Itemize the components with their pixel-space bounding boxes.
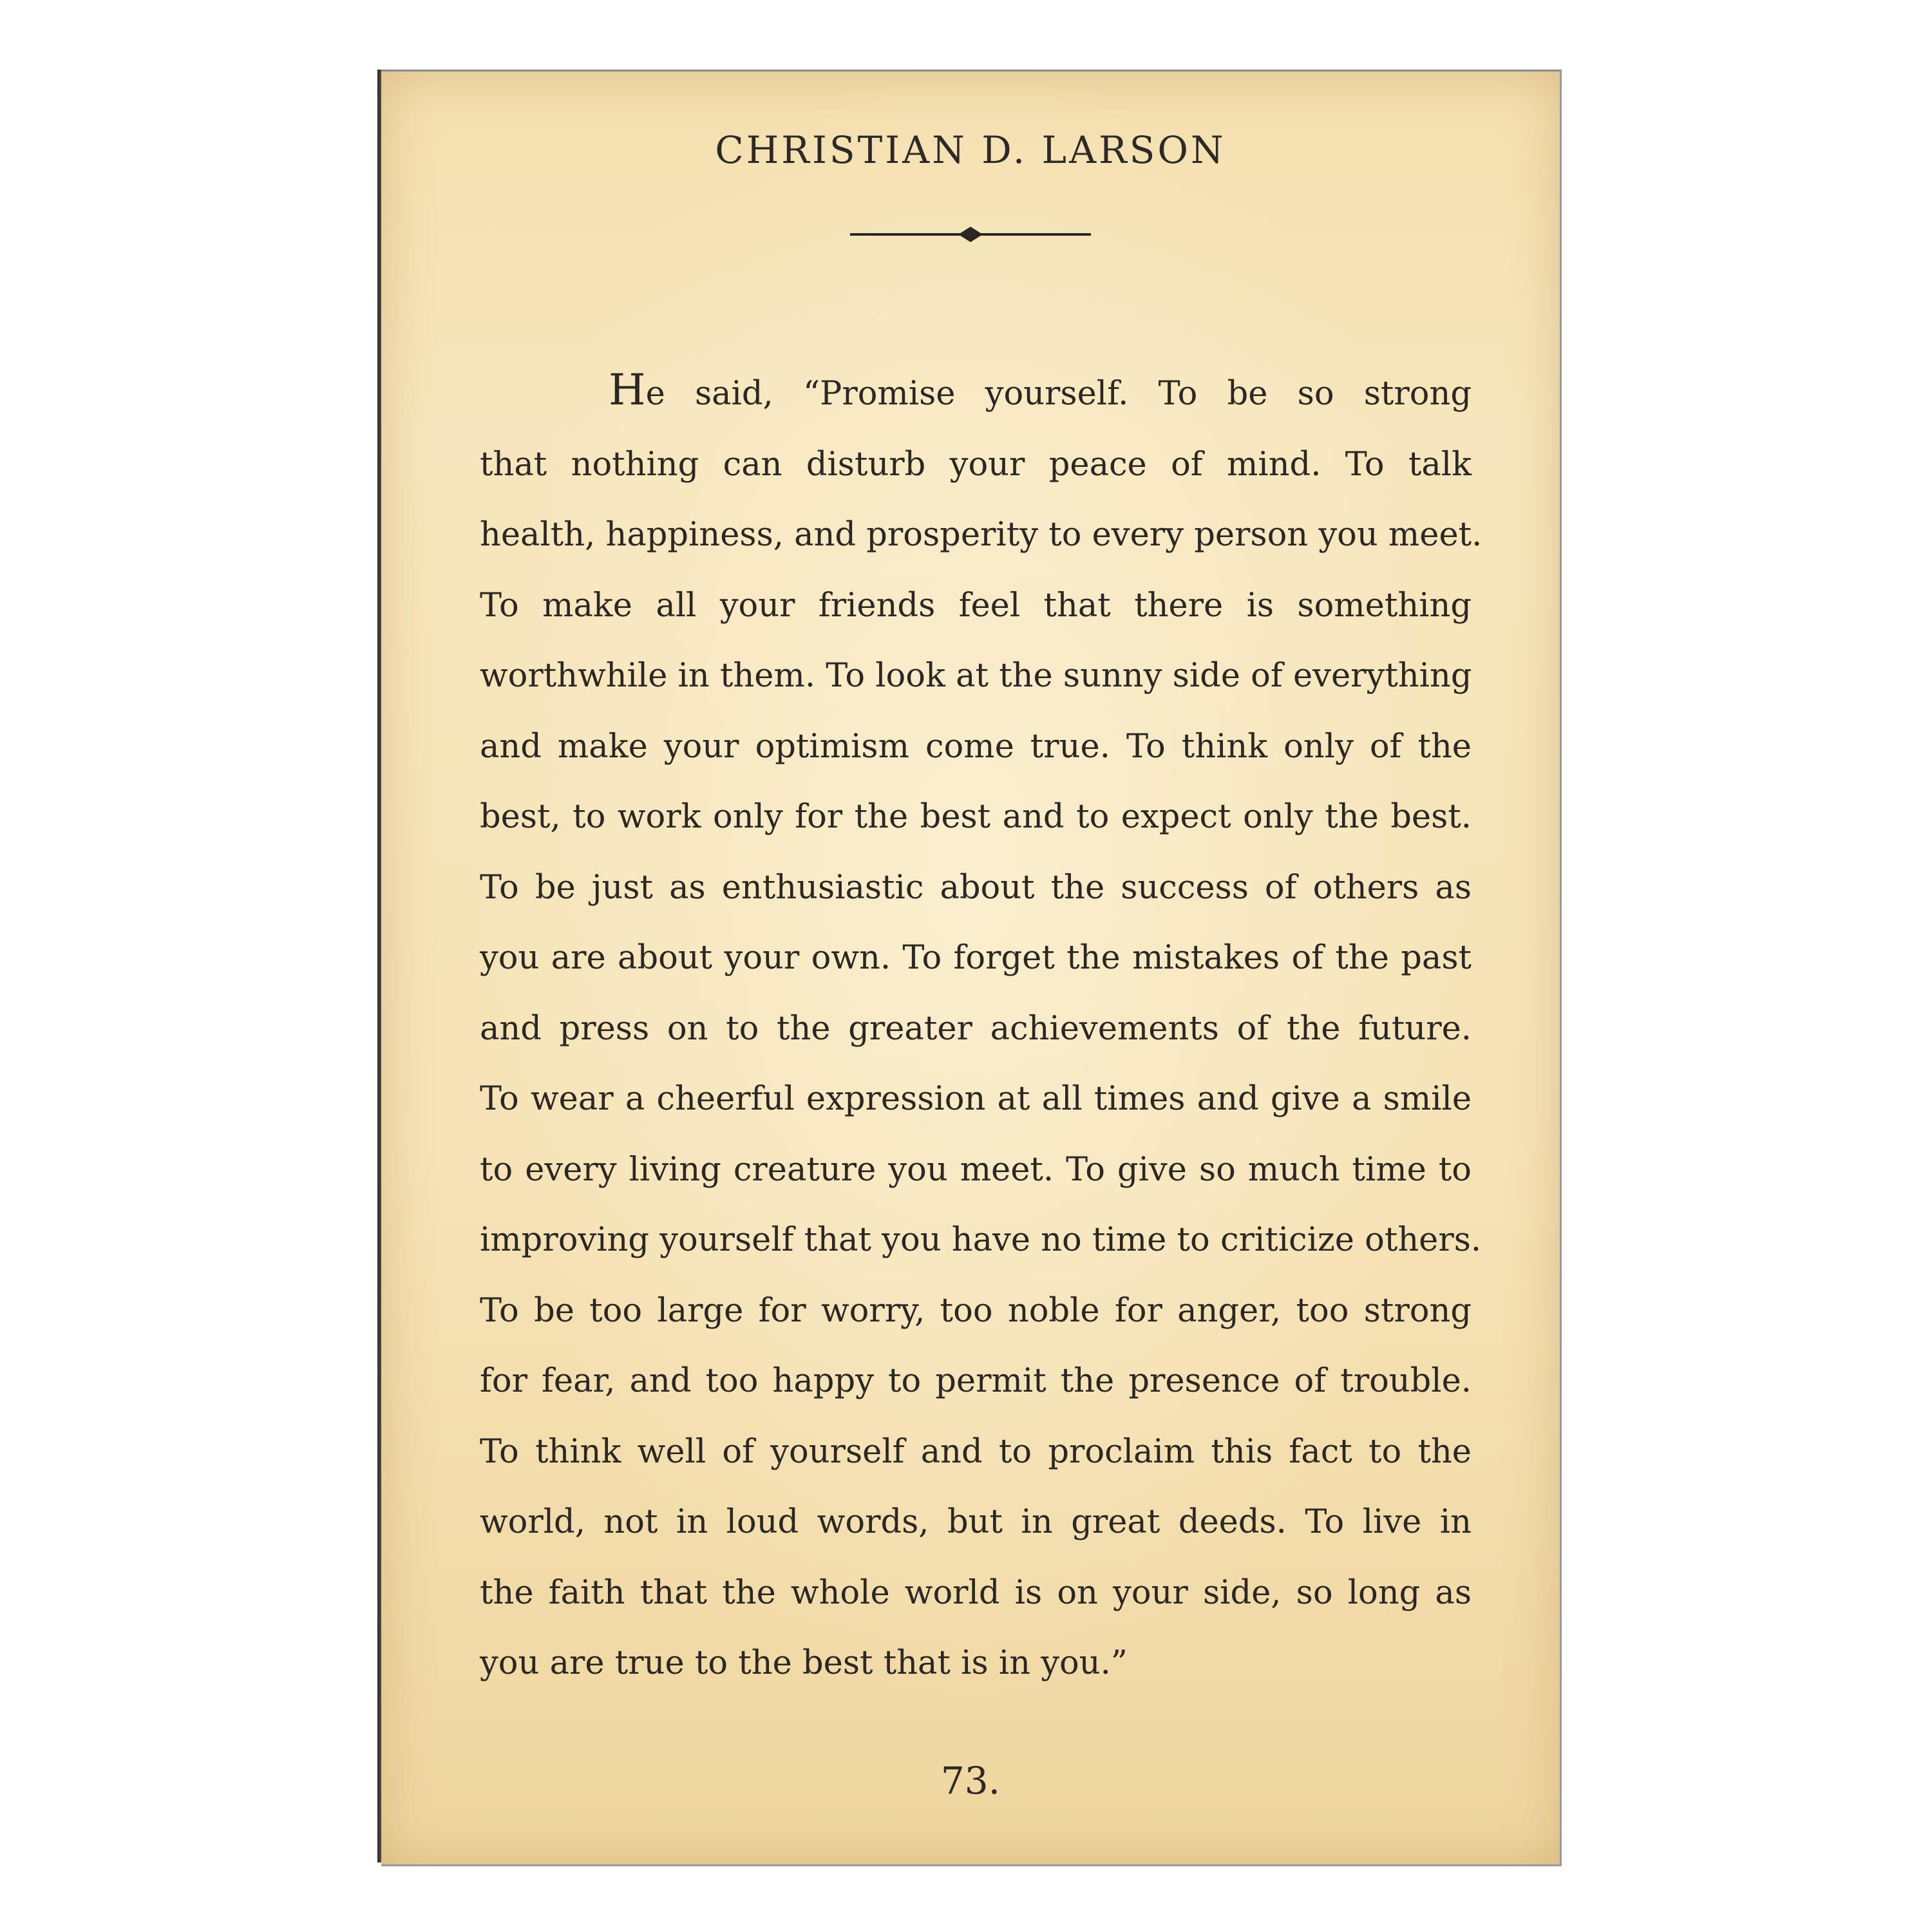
quote-line: for fear, and too happy to permit the presence of trouble. bbox=[480, 1362, 1472, 1400]
quote-line: and press on to the greater achievements of the future. bbox=[480, 1009, 1472, 1048]
quote-line: To make all your friends feel that there is something bbox=[480, 586, 1472, 625]
book-page-print bbox=[381, 70, 1562, 1866]
quote-line: To be too large for worry, too noble for anger, too strong bbox=[480, 1291, 1472, 1330]
quote-line: and make your optimism come true. To think only of the bbox=[480, 727, 1472, 766]
drop-cap: H bbox=[609, 365, 646, 415]
quote-line: you are true to the best that is in you.” bbox=[480, 1644, 1128, 1682]
quote-text bbox=[480, 355, 1482, 1699]
quote-line: improving yourself that you have no time to criticize others. bbox=[480, 1221, 1482, 1259]
quote-line: the faith that the whole world is on your side, so long as bbox=[480, 1573, 1472, 1612]
quote-line: He said, “Promise yourself. To be so strong bbox=[609, 365, 1472, 415]
quote-line: worthwhile in them. To look at the sunny side of everything bbox=[480, 657, 1472, 695]
quote-line: best, to work only for the best and to expect only the best. bbox=[480, 798, 1472, 836]
quote-line: that nothing can disturb your peace of mind. To talk bbox=[480, 445, 1472, 484]
ornament-divider-icon bbox=[850, 225, 1091, 244]
quote-line: world, not in loud words, but in great deeds. To live in bbox=[480, 1503, 1472, 1541]
quote-line: health, happiness, and prosperity to every person you meet. bbox=[480, 516, 1482, 554]
quote-line: To be just as enthusiastic about the success of others as bbox=[480, 868, 1472, 907]
quote-line: you are about your own. To forget the mistakes of the past bbox=[480, 939, 1472, 977]
quote-line: to every living creature you meet. To give so much time to bbox=[480, 1150, 1472, 1189]
quote-line: To wear a cheerful expression at all times and give a smile bbox=[480, 1080, 1472, 1118]
quote-line: To think well of yourself and to proclaim this fact to the bbox=[480, 1432, 1472, 1471]
page-number: 73. bbox=[940, 1759, 1001, 1803]
author-title: CHRISTIAN D. LARSON bbox=[715, 128, 1226, 172]
